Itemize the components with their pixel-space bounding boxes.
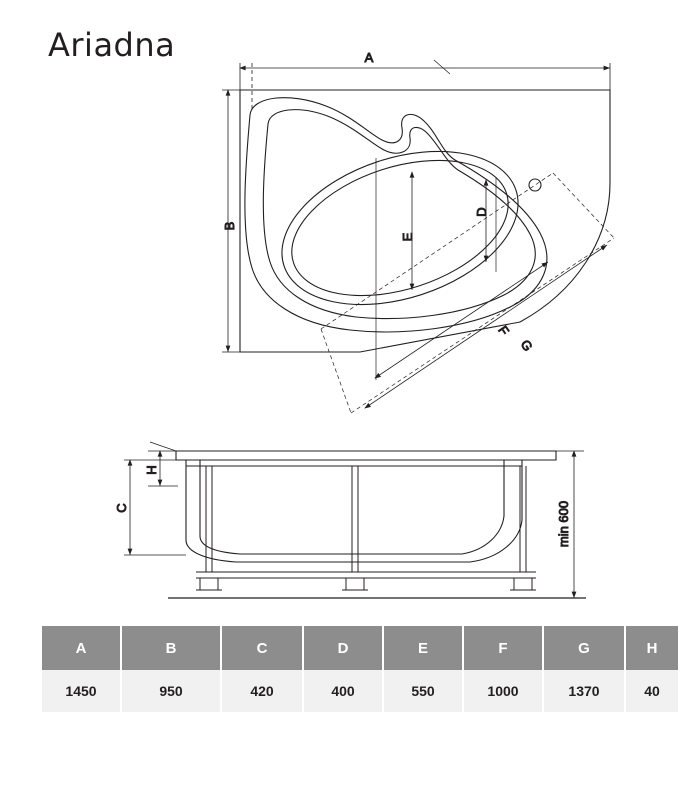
label-F: F [495, 322, 513, 338]
dimensions-table-wrap [42, 626, 660, 712]
label-G: G [517, 337, 536, 354]
table-value-C: 420 [221, 670, 303, 712]
label-B: B [222, 221, 237, 231]
table-header-C: C [221, 626, 303, 670]
table-value-A: 1450 [42, 670, 121, 712]
table-header-row [42, 626, 678, 670]
page-title: Ariadna [48, 26, 176, 64]
table-header-E: E [383, 626, 463, 670]
table-value-G: 1370 [543, 670, 625, 712]
table-header-D: D [303, 626, 383, 670]
dimensions-table [42, 626, 678, 712]
table-value-D: 400 [303, 670, 383, 712]
table-value-B: 950 [121, 670, 221, 712]
label-D: D [474, 207, 489, 217]
plan-construction-lines [321, 158, 614, 413]
table-header-A: A [42, 626, 121, 670]
table-header-F: F [463, 626, 543, 670]
side-view-body [176, 451, 556, 562]
side-view-frame [168, 466, 586, 598]
dimension-G [365, 245, 607, 408]
table-header-G: G [543, 626, 625, 670]
label-H: H [144, 465, 159, 475]
drain-hole [529, 179, 541, 191]
table-value-F: 1000 [463, 670, 543, 712]
label-min-600: min 600 [556, 500, 571, 548]
label-C: C [114, 503, 129, 513]
table-value-E: 550 [383, 670, 463, 712]
dimension-F [375, 262, 548, 378]
table-header-H: H [625, 626, 678, 670]
table-value-H: 40 [625, 670, 678, 712]
label-E: E [400, 232, 415, 242]
dimension-B [222, 90, 246, 352]
dimension-A [240, 60, 610, 110]
table-row [42, 670, 678, 712]
label-A: A [364, 50, 374, 65]
plan-rim-inner [263, 110, 535, 319]
dimension-H [148, 442, 178, 486]
plan-outline [240, 90, 610, 352]
table-header-B: B [121, 626, 221, 670]
